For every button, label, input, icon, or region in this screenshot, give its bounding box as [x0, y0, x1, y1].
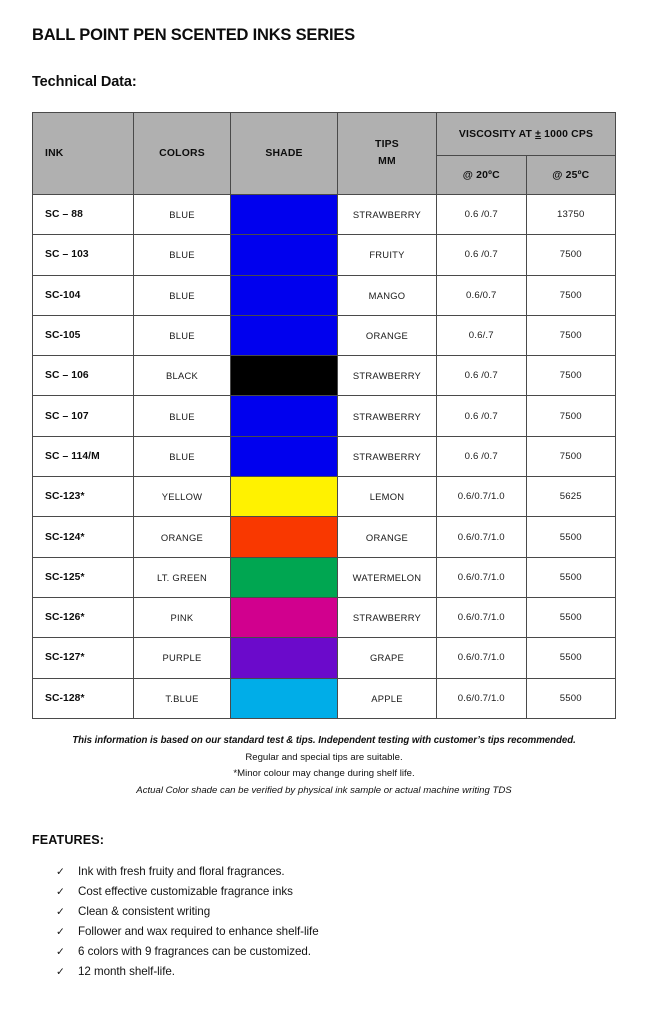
cell-shade-swatch	[231, 356, 338, 396]
table-row	[33, 678, 616, 718]
table-row	[33, 638, 616, 678]
cell-shade-swatch	[231, 396, 338, 436]
table-row	[33, 597, 616, 637]
cell-ink-code: SC-104	[33, 275, 134, 315]
cell-color-name: BLUE	[134, 436, 231, 476]
cell-tips-fragrance: STRAWBERRY	[338, 436, 437, 476]
cell-shade-swatch	[231, 678, 338, 718]
plus-minus-symbol: ±	[535, 128, 542, 140]
cell-color-name: PURPLE	[134, 638, 231, 678]
cell-ink-code: SC – 88	[33, 195, 134, 235]
cell-viscosity-25c: 7500	[526, 315, 616, 355]
page-title: BALL POINT PEN SCENTED INKS SERIES	[32, 26, 355, 44]
check-icon: ✓	[56, 886, 65, 899]
footnote-actual-color: Actual Color shade can be verified by physical ink sample or actual machine writing TDS	[136, 784, 512, 796]
check-icon: ✓	[56, 946, 65, 959]
cell-ink-code: SC-128*	[33, 678, 134, 718]
cell-viscosity-25c: 7500	[526, 235, 616, 275]
cell-viscosity-25c: 7500	[526, 356, 616, 396]
cell-viscosity-20c: 0.6 /0.7	[437, 356, 527, 396]
cell-viscosity-25c: 5625	[526, 477, 616, 517]
cell-viscosity-20c: 0.6/0.7/1.0	[437, 678, 527, 718]
cell-color-name: BLUE	[134, 275, 231, 315]
color-swatch	[231, 477, 337, 516]
cell-ink-code: SC – 107	[33, 396, 134, 436]
cell-viscosity-20c: 0.6 /0.7	[437, 235, 527, 275]
table-row	[33, 396, 616, 436]
technical-data-table	[32, 112, 616, 719]
cell-ink-code: SC-124*	[33, 517, 134, 557]
cell-shade-swatch	[231, 275, 338, 315]
cell-tips-fragrance: ORANGE	[338, 315, 437, 355]
color-swatch	[231, 437, 337, 476]
table-row	[33, 477, 616, 517]
column-header-viscosity-20c: @ 20ºC	[437, 156, 527, 195]
footnote-colour-change: *Minor colour may change during shelf life.	[233, 768, 415, 780]
feature-list-item	[32, 965, 621, 978]
feature-text: 12 month shelf-life.	[78, 965, 175, 979]
cell-tips-fragrance: WATERMELON	[338, 557, 437, 597]
color-swatch	[231, 356, 337, 395]
cell-color-name: BLUE	[134, 235, 231, 275]
cell-tips-fragrance: APPLE	[338, 678, 437, 718]
column-header-viscosity-group	[437, 113, 616, 156]
viscosity-prefix: VISCOSITY AT	[458, 128, 536, 140]
color-swatch	[231, 396, 337, 435]
cell-shade-swatch	[231, 517, 338, 557]
color-swatch	[231, 517, 337, 556]
check-icon: ✓	[56, 926, 65, 939]
color-swatch	[231, 558, 337, 597]
check-icon: ✓	[56, 966, 65, 979]
feature-list-item	[32, 945, 621, 958]
footnotes	[32, 733, 616, 799]
cell-viscosity-25c: 7500	[526, 396, 616, 436]
cell-viscosity-20c: 0.6/0.7/1.0	[437, 638, 527, 678]
check-icon: ✓	[56, 906, 65, 919]
cell-viscosity-20c: 0.6/0.7/1.0	[437, 557, 527, 597]
cell-ink-code: SC-105	[33, 315, 134, 355]
cell-ink-code: SC – 106	[33, 356, 134, 396]
column-header-tips-line2: MM	[378, 155, 396, 167]
cell-color-name: YELLOW	[134, 477, 231, 517]
cell-shade-swatch	[231, 477, 338, 517]
cell-tips-fragrance: STRAWBERRY	[338, 195, 437, 235]
color-swatch	[231, 235, 337, 274]
column-header-viscosity-25c: @ 25ºC	[526, 156, 616, 195]
check-icon: ✓	[56, 866, 65, 879]
feature-list-item	[32, 925, 621, 938]
cell-viscosity-20c: 0.6/0.7/1.0	[437, 477, 527, 517]
cell-ink-code: SC-127*	[33, 638, 134, 678]
table-row	[33, 356, 616, 396]
table-row	[33, 517, 616, 557]
cell-shade-swatch	[231, 436, 338, 476]
feature-list-item	[32, 905, 621, 918]
cell-color-name: BLUE	[134, 195, 231, 235]
cell-shade-swatch	[231, 315, 338, 355]
color-swatch	[231, 638, 337, 677]
cell-tips-fragrance: ORANGE	[338, 517, 437, 557]
cell-ink-code: SC-123*	[33, 477, 134, 517]
cell-shade-swatch	[231, 597, 338, 637]
footnote-tips-suitable: Regular and special tips are suitable.	[245, 751, 403, 763]
cell-ink-code: SC-125*	[33, 557, 134, 597]
cell-color-name: LT. GREEN	[134, 557, 231, 597]
feature-text: Ink with fresh fruity and floral fragrances.	[78, 865, 285, 879]
cell-viscosity-20c: 0.6/0.7/1.0	[437, 517, 527, 557]
features-heading: FEATURES:	[32, 833, 105, 848]
feature-text: Clean & consistent writing	[78, 905, 211, 919]
cell-tips-fragrance: STRAWBERRY	[338, 597, 437, 637]
cell-viscosity-20c: 0.6 /0.7	[437, 195, 527, 235]
color-swatch	[231, 679, 337, 718]
cell-viscosity-20c: 0.6/.7	[437, 315, 527, 355]
cell-viscosity-25c: 5500	[526, 678, 616, 718]
viscosity-suffix: 1000 CPS	[541, 128, 594, 140]
cell-viscosity-25c: 5500	[526, 638, 616, 678]
technical-data-label: Technical Data:	[32, 74, 137, 90]
cell-tips-fragrance: STRAWBERRY	[338, 356, 437, 396]
color-swatch	[231, 276, 337, 315]
feature-text: Cost effective customizable fragrance inks	[78, 885, 293, 899]
cell-color-name: BLUE	[134, 396, 231, 436]
footnote-standard-test: This information is based on our standard test & tips. Independent testing with customer’s tips recommended.	[72, 734, 576, 746]
table-row	[33, 195, 616, 235]
feature-text: Follower and wax required to enhance shelf-life	[78, 925, 319, 939]
features-list	[32, 847, 621, 978]
cell-color-name: BLUE	[134, 315, 231, 355]
cell-color-name: T.BLUE	[134, 678, 231, 718]
table-header	[33, 113, 616, 195]
cell-ink-code: SC – 114/M	[33, 436, 134, 476]
cell-viscosity-20c: 0.6 /0.7	[437, 396, 527, 436]
column-header-shade: SHADE	[231, 113, 338, 195]
cell-tips-fragrance: GRAPE	[338, 638, 437, 678]
cell-color-name: PINK	[134, 597, 231, 637]
cell-shade-swatch	[231, 235, 338, 275]
cell-shade-swatch	[231, 195, 338, 235]
column-header-tips-line1: TIPS	[375, 139, 399, 151]
cell-viscosity-20c: 0.6/0.7	[437, 275, 527, 315]
table-row	[33, 235, 616, 275]
cell-tips-fragrance: MANGO	[338, 275, 437, 315]
cell-ink-code: SC – 103	[33, 235, 134, 275]
cell-viscosity-25c: 5500	[526, 597, 616, 637]
table-row	[33, 275, 616, 315]
cell-viscosity-25c: 7500	[526, 275, 616, 315]
cell-color-name: ORANGE	[134, 517, 231, 557]
cell-tips-fragrance: STRAWBERRY	[338, 396, 437, 436]
cell-tips-fragrance: FRUITY	[338, 235, 437, 275]
table-row	[33, 436, 616, 476]
cell-viscosity-20c: 0.6 /0.7	[437, 436, 527, 476]
feature-list-item	[32, 885, 621, 898]
feature-list-item	[32, 865, 621, 878]
table-row	[33, 315, 616, 355]
cell-viscosity-25c: 5500	[526, 517, 616, 557]
column-header-colors: COLORS	[134, 113, 231, 195]
column-header-tips	[338, 113, 437, 195]
cell-viscosity-20c: 0.6/0.7/1.0	[437, 597, 527, 637]
color-swatch	[231, 316, 337, 355]
cell-viscosity-25c: 5500	[526, 557, 616, 597]
cell-viscosity-25c: 13750	[526, 195, 616, 235]
color-swatch	[231, 195, 337, 234]
color-swatch	[231, 598, 337, 637]
cell-shade-swatch	[231, 557, 338, 597]
cell-viscosity-25c: 7500	[526, 436, 616, 476]
column-header-ink: INK	[33, 113, 134, 195]
cell-color-name: BLACK	[134, 356, 231, 396]
cell-shade-swatch	[231, 638, 338, 678]
table-body	[33, 195, 616, 719]
table-row	[33, 557, 616, 597]
feature-text: 6 colors with 9 fragrances can be customized.	[78, 945, 311, 959]
cell-ink-code: SC-126*	[33, 597, 134, 637]
cell-tips-fragrance: LEMON	[338, 477, 437, 517]
table-header-row-primary	[33, 113, 616, 156]
